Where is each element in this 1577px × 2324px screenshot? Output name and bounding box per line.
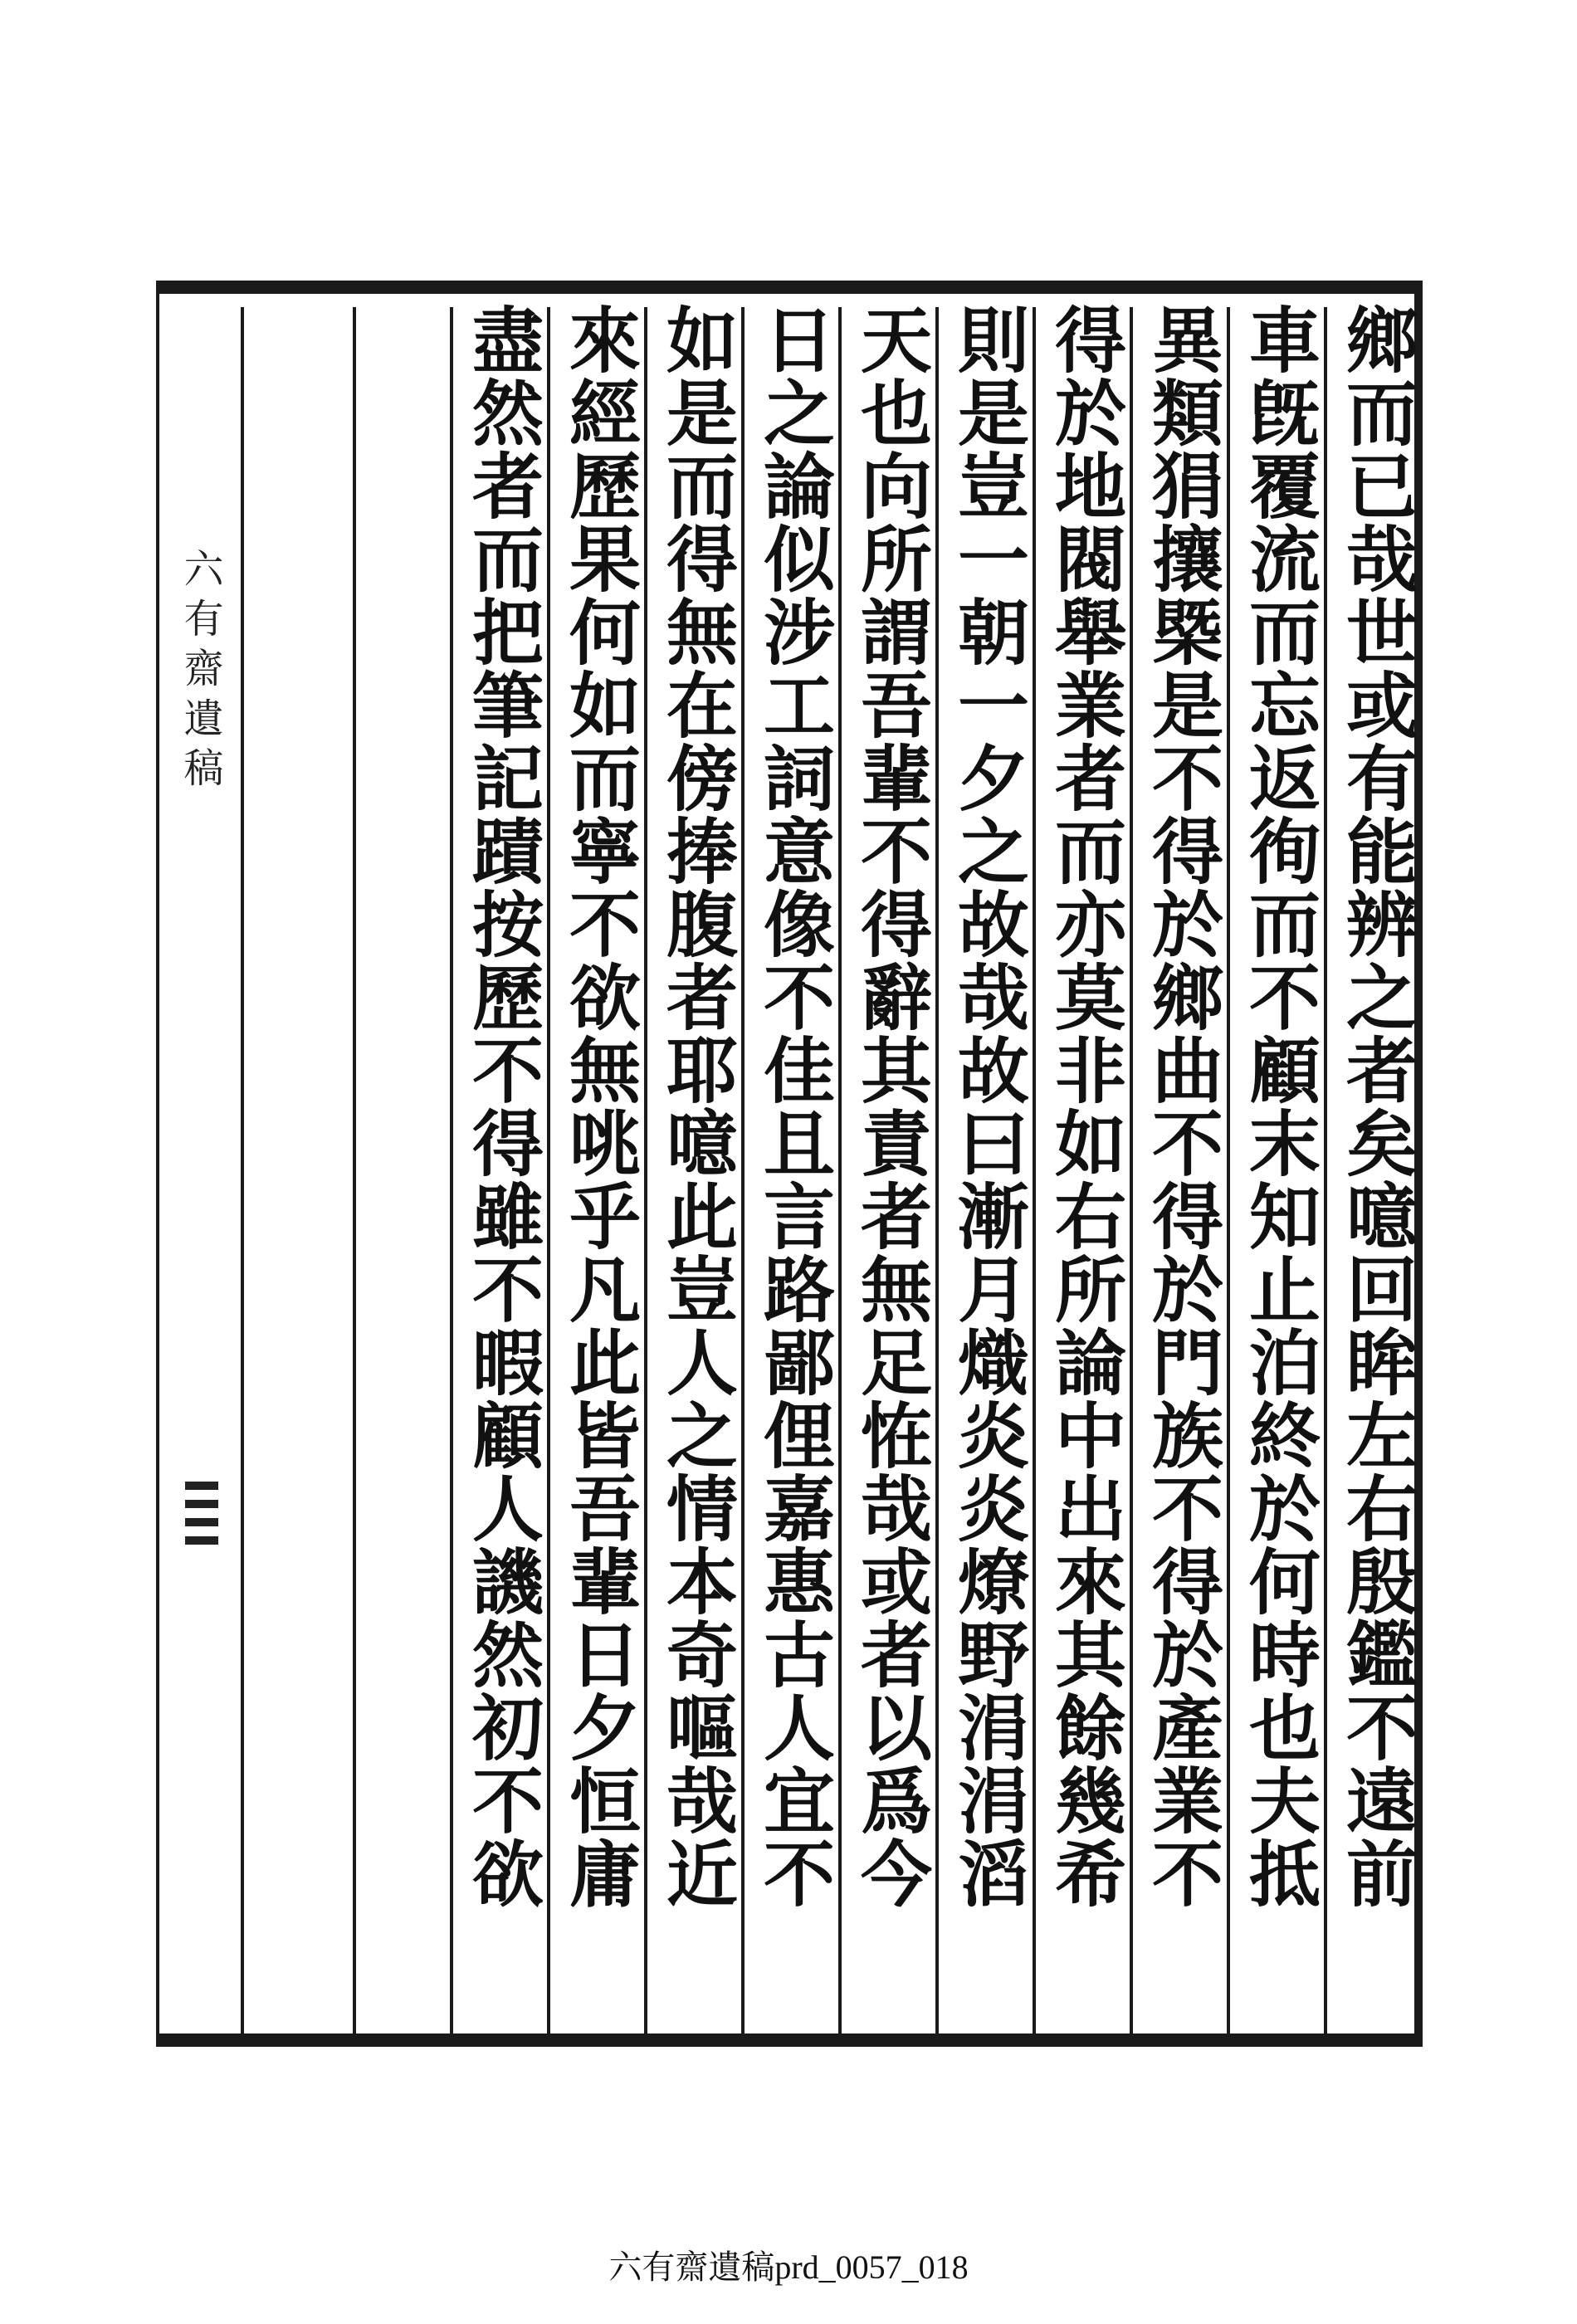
text-column-4: 得於地閥舉業者而亦莫非如右所論中出來其餘幾希 [1042,303,1126,1910]
column-rule [741,307,745,2034]
margin-title: 六有齋遺稿 [177,548,223,797]
column-rule [450,307,453,2034]
column-rule [644,307,647,2034]
column-rule [1227,307,1230,2034]
text-column-3: 異類狷攘槩是不得於鄉曲不得於門族不得於產業不 [1140,303,1223,1910]
column-rule [1130,307,1133,2034]
text-column-1: 鄉而已哉世或有能辨之者矣噫回眸左右殷鑑不遠前 [1334,303,1418,1910]
text-column-8: 如是而得無在傍捧腹者耶噫此豈人之情本奇嘔哉近 [654,303,738,1910]
text-column-2: 車旣覆流而忘返徇而不顧末知止泊終於何時也夫抵 [1237,303,1321,1910]
text-column-7: 日之論似涉工詞意像不佳且言路鄙俚嘉惠古人宜不 [751,303,835,1910]
column-rule [838,307,842,2034]
text-column-9: 來經歷果何如而寧不欲無咷乎凡此皆吾輩日夕恒庸 [557,303,641,1910]
column-rule [935,307,939,2034]
column-rule [547,307,550,2034]
image-caption: 六有齋遺稿prd_0057_018 [608,2248,969,2286]
text-column-5: 則是豈一朝一夕之故哉故曰漸月熾炎炎燎野涓涓滔 [945,303,1029,1910]
column-rule [1033,307,1036,2034]
page-number-mark [185,1482,218,1589]
column-rule [353,307,356,2034]
column-rule [1324,307,1327,2034]
text-column-6: 天也向所謂吾輩不得辭其責者無足恠哉或者以爲今 [848,303,932,1910]
column-rule [241,307,244,2034]
text-column-10: 盡然者而把筆記蹟按歷不得雖不暇顧人譏然初不欲 [460,303,544,1910]
